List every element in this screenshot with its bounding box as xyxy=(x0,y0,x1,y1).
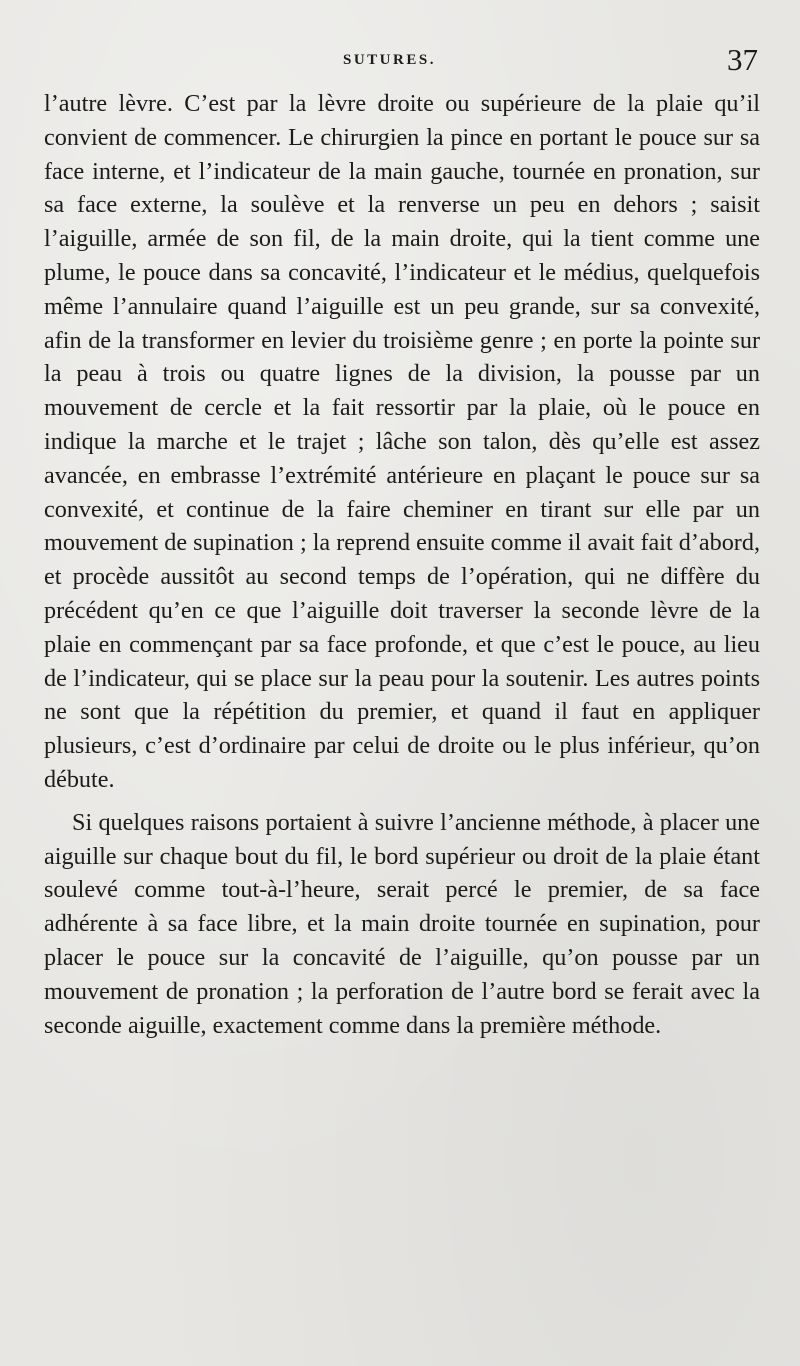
page-number: 37 xyxy=(727,42,758,77)
running-title: SUTURES. xyxy=(343,52,436,68)
running-head xyxy=(0,42,800,78)
body-text xyxy=(44,87,760,1042)
paragraph: Si quelques raisons portaient à suivre l’ancienne méthode, à placer une aiguille sur chaque bout du fil, le bord supérieur ou droit de la plaie étant soulevé comme tout-à-l’heure, serait percé le premier, de sa face adhérente à sa face libre, et la main droite tournée en supination, pour placer le pouce sur la concavité de l’aiguille, qu’on pousse par un mouvement de pronation ; la perforation de l’autre bord se ferait avec la seconde aiguille, exactement comme dans la première méthode. xyxy=(44,808,760,1039)
paragraph: l’autre lèvre. C’est par la lèvre droite ou supérieure de la plaie qu’il convient de commencer. Le chirurgien la pince en portant le pouce sur sa face interne, et l’indicateur de la main gauche, tournée en pronation, sur sa face externe, la soulève et la renverse un peu en dehors ; saisit l’aiguille, armée de son fil, de la main droite, qui la tient comme une plume, le pouce dans sa concavité, l’indicateur et le médius, quelquefois même l’annulaire quand l’aiguille est un peu grande, sur sa convexité, afin de la transformer en levier du troisième genre ; en porte la pointe sur la peau à trois ou quatre lignes de la division, la pousse par un mouvement de cercle et la fait ressortir par la plaie, où le pouce en indique la marche et le trajet ; lâche son talon, dès qu’elle est assez avancée, en embrasse l’extrémité antérieure en plaçant le pouce sur sa convexité, et continue de la faire cheminer en tirant sur elle par un mouvement de supination ; la reprend ensuite comme il avait fait d’abord, et procède aussitôt au second temps de l’opération, qui ne diffère du précédent qu’en ce que l’aiguille doit traverser la seconde lèvre de la plaie en commençant par sa face profonde, et que c’est le pouce, au lieu de l’indicateur, qui se place sur la peau pour la soutenir. Les autres points ne sont que la répétition du premier, et quand il faut en appliquer plusieurs, c’est d’ordinaire par celui de droite ou le plus inférieur, qu’on débute. xyxy=(44,90,760,793)
